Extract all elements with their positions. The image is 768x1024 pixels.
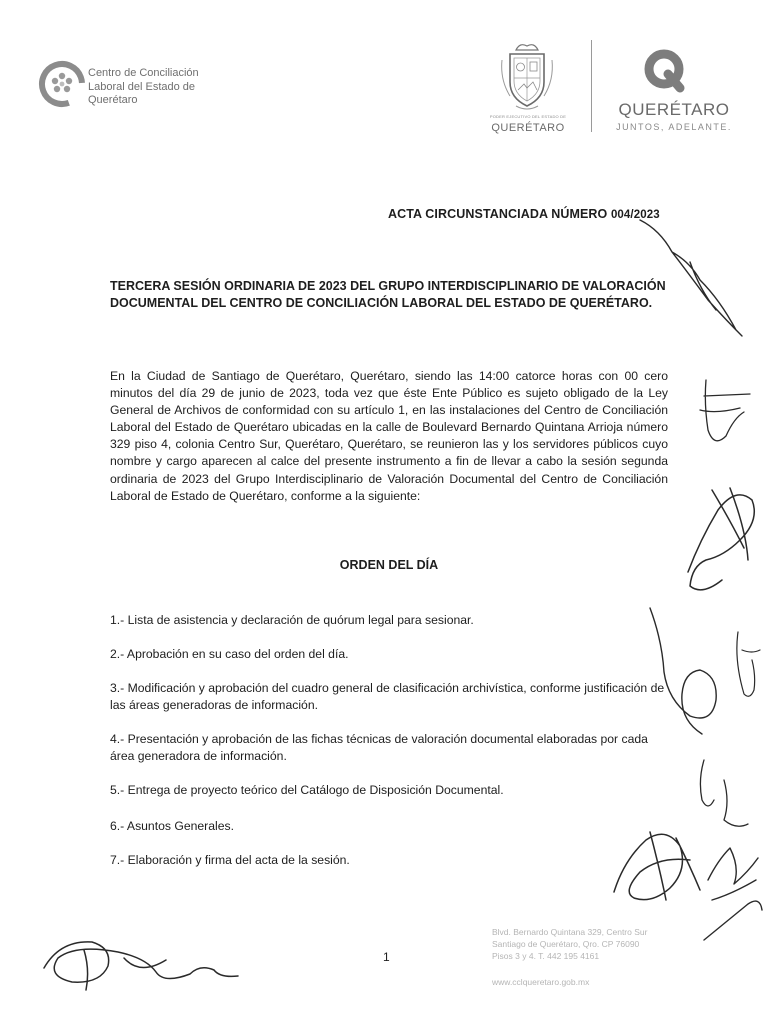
footer-address-line-2: Santiago de Querétaro, Qro. CP 76090 <box>492 939 640 949</box>
page-number: 1 <box>383 950 390 964</box>
ccl-circular-logo-icon <box>38 60 86 108</box>
agenda-item: 6.- Asuntos Generales. <box>110 819 234 833</box>
agenda-title: ORDEN DEL DÍA <box>339 558 439 572</box>
footer-website: www.cclqueretaro.gob.mx <box>492 977 590 987</box>
queretaro-logo-slogan: JUNTOS, ADELANTE. <box>616 122 732 132</box>
agenda-item: 5.- Entrega de proyecto teórico del Catálogo de Disposición Documental. <box>110 783 504 797</box>
agenda-item: 2.- Aprobación en su caso del orden del día. <box>110 647 349 661</box>
handwritten-signature-icon <box>44 942 238 990</box>
handwritten-signature-icon <box>700 760 748 826</box>
agenda-item: 1.- Lista de asistencia y declaración de quórum legal para sesionar. <box>110 613 474 627</box>
handwritten-signature-icon <box>704 848 762 940</box>
acta-number: 004/2023 <box>610 209 660 221</box>
footer-address <box>492 926 647 962</box>
intro-paragraph: En la Ciudad de Santiago de Querétaro, Querétaro, siendo las 14:00 catorce horas con 00 cero minutos del día 29 de junio de 2023, toda vez que éste Ente Público es sujeto obligado de la Ley General de Archivos de conformidad con su artículo 1, en las instalaciones del Centro de Conciliación Laboral del Estado de Querétaro ubicadas en la calle de Boulevard Bernardo Quintana Arrioja número 329 piso 4, colonia Centro Sur, Querétaro, Querétaro, se reunieron las y los servidores públicos cuyo nombre y cargo aparecen al calce del presente instrumento a fin de llevar a cabo la sesión segunda ordinaria de 2023 del Grupo Interdisciplinario de Valoración Documental del Centro de Conciliación Laboral de Estado de Querétaro, conforme a la siguiente: <box>110 369 668 503</box>
queretaro-q-icon <box>642 48 688 94</box>
footer-address-line-3: Pisos 3 y 4. T. 442 195 4161 <box>492 951 600 961</box>
footer-address-line-1: Blvd. Bernardo Quintana 329, Centro Sur <box>492 927 648 937</box>
session-title-line-2: DOCUMENTAL DEL CENTRO DE CONCILIACIÓN LABORAL DEL ESTADO DE QUERÉTARO. <box>110 296 653 310</box>
queretaro-coat-of-arms-icon <box>498 40 556 112</box>
ccl-logo-line-2: Laboral del Estado de <box>88 80 196 93</box>
queretaro-logo-name: QUERÉTARO <box>618 100 730 119</box>
acta-prefix: ACTA CIRCUNSTANCIADA NÚMERO <box>388 207 608 221</box>
session-title-line-1: TERCERA SESIÓN ORDINARIA DE 2023 DEL GRUPO INTERDISCIPLINARIO DE VALORACIÓN <box>110 279 666 293</box>
agenda-item: 4.- Presentación y aprobación de las fichas técnicas de valoración documental elaboradas por cada área generadora de información. <box>110 732 648 763</box>
acta-heading <box>388 207 660 221</box>
agenda-item: 3.- Modificación y aprobación del cuadro general de clasificación archivística, conforme justificación de las áreas generadoras de información. <box>110 681 665 712</box>
session-title <box>110 278 670 312</box>
coat-of-arms-name: QUERÉTARO <box>491 122 565 134</box>
ccl-logo <box>38 60 238 112</box>
ccl-logo-line-3: Querétaro <box>88 94 138 106</box>
handwritten-signature-icon <box>688 488 754 590</box>
queretaro-logo <box>612 48 732 140</box>
handwritten-signature-icon <box>737 632 760 696</box>
header-divider <box>591 40 592 132</box>
ccl-logo-line-1: Centro de Conciliación <box>88 67 199 79</box>
coat-of-arms-logo <box>488 40 568 138</box>
agenda-item: 7.- Elaboración y firma del acta de la sesión. <box>110 853 350 867</box>
handwritten-signature-icon <box>700 380 750 441</box>
ccl-logo-text <box>88 67 199 108</box>
coat-of-arms-caption: PODER EJECUTIVO DEL ESTADO DE <box>489 114 567 119</box>
